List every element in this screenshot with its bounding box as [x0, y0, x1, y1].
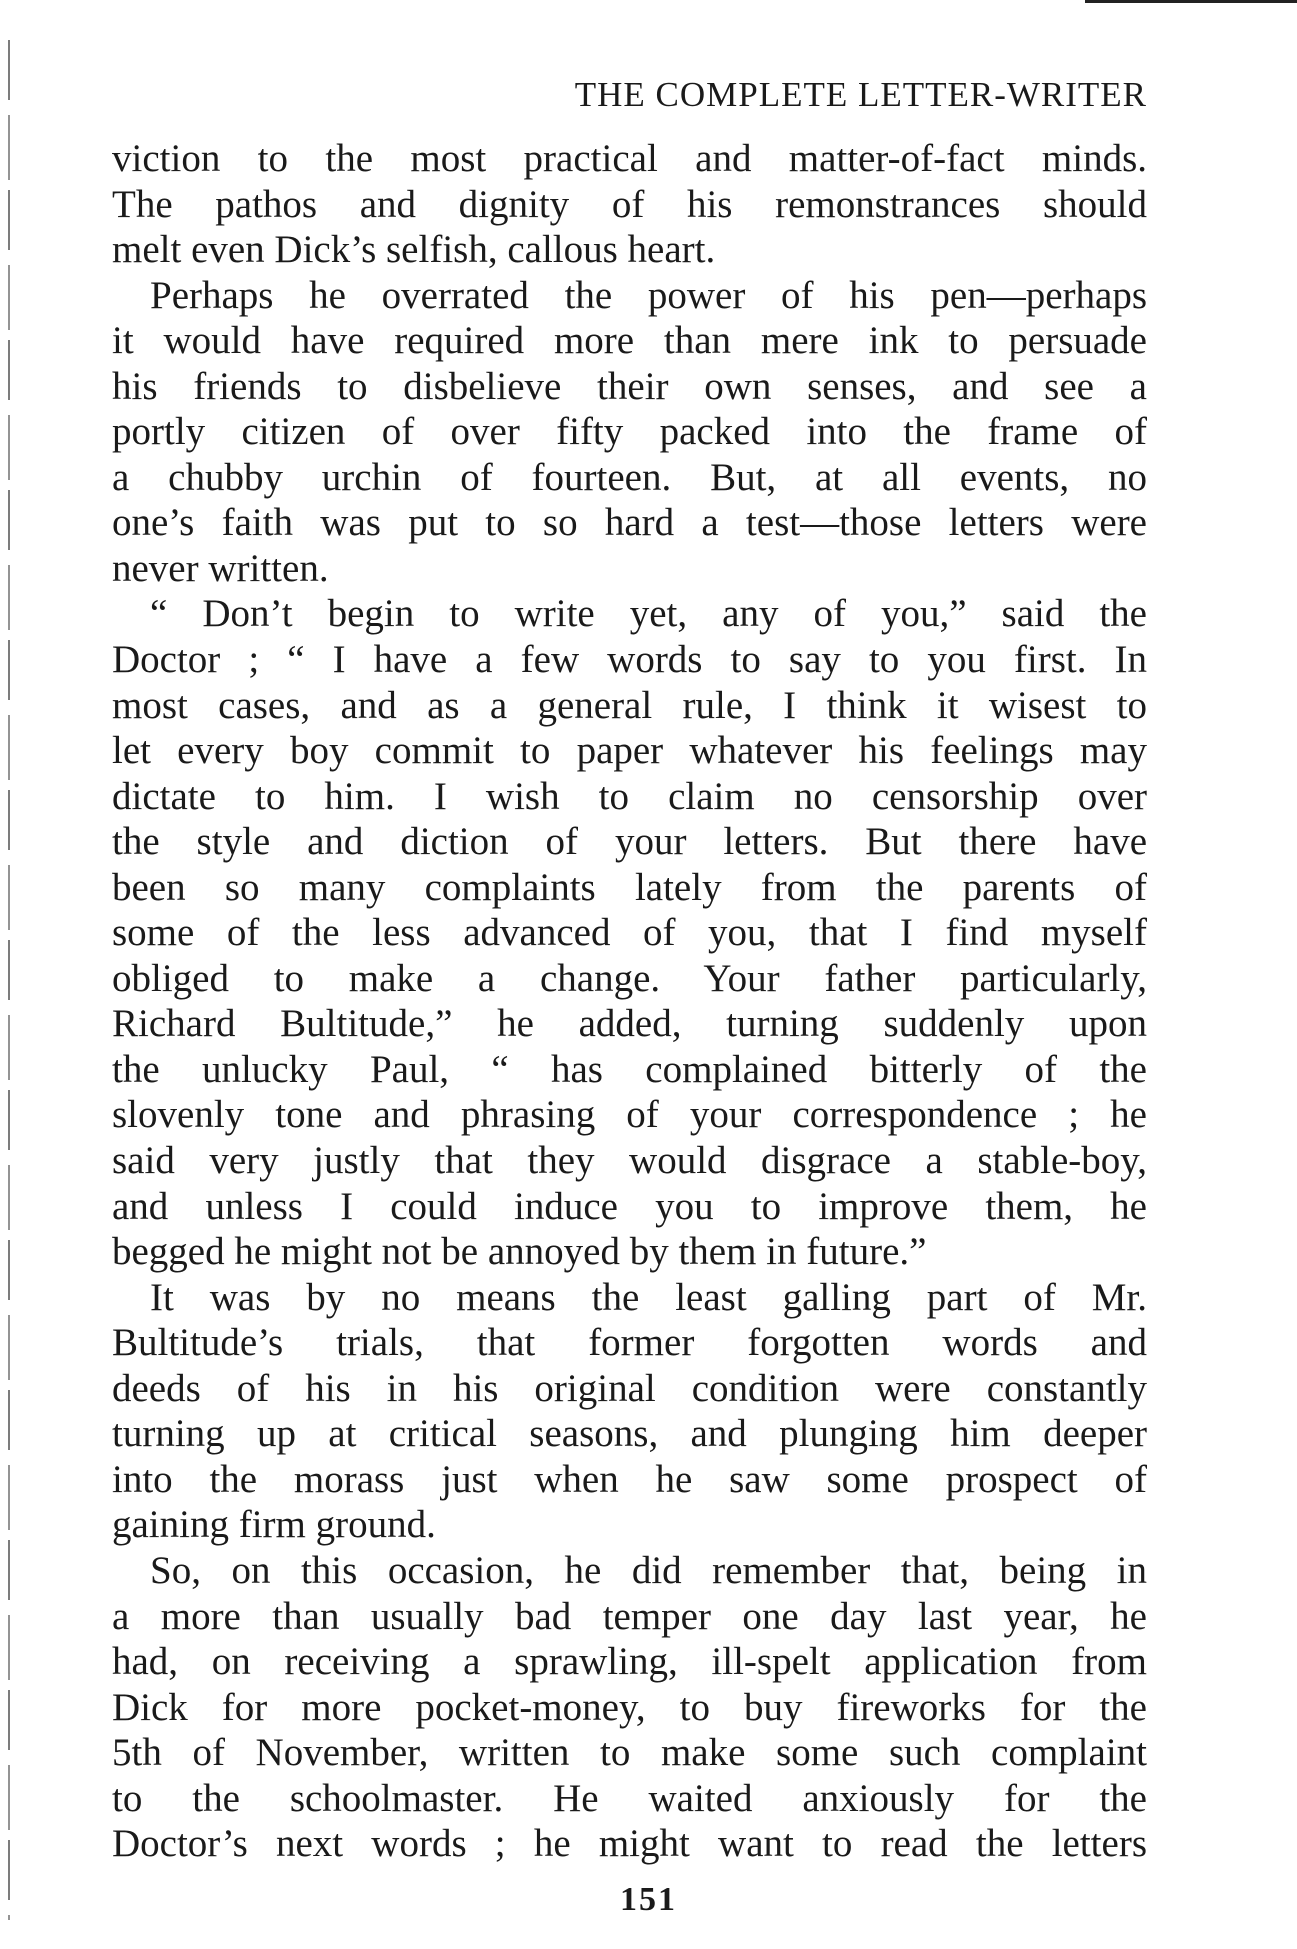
text-line: dictate to him. I wish to claim no censorship over [112, 774, 1147, 818]
text-line: never written. [112, 546, 329, 590]
paragraph [112, 136, 1147, 273]
page-number: 151 [620, 1881, 677, 1918]
text-line: to the schoolmaster. He waited anxiously for the [112, 1776, 1147, 1820]
paragraph [112, 273, 1147, 592]
text-line: So, on this occasion, he did remember that, being in [150, 1548, 1147, 1592]
text-line: portly citizen of over fifty packed into the frame of [112, 410, 1147, 454]
text-line: Richard Bultitude,” he added, turning suddenly upon [112, 1002, 1147, 1046]
body-text [112, 136, 1147, 1867]
text-line: it would have required more than mere ink to persuade [112, 319, 1147, 363]
text-line: Bultitude’s trials, that former forgotten words and [112, 1321, 1147, 1365]
text-line: some of the less advanced of you, that I find myself [112, 911, 1147, 955]
binding-edge [8, 40, 10, 1920]
text-line: Dick for more pocket-money, to buy fireworks for the [112, 1685, 1147, 1729]
text-line: obliged to make a change. Your father particularly, [112, 956, 1147, 1000]
text-line: had, on receiving a sprawling, ill-spelt application from [112, 1640, 1147, 1684]
text-line: gaining firm ground. [112, 1503, 436, 1547]
top-edge-rule [1085, 0, 1297, 3]
text-line: melt even Dick’s selfish, callous heart. [112, 228, 716, 272]
text-line: begged he might not be annoyed by them in future.” [112, 1230, 927, 1274]
text-line: turning up at critical seasons, and plunging him deeper [112, 1412, 1147, 1456]
text-line: viction to the most practical and matter-of-fact minds. [112, 137, 1147, 180]
paragraph [112, 1275, 1147, 1548]
text-line: one’s faith was put to so hard a test—those letters were [112, 501, 1147, 545]
paragraph [112, 1548, 1147, 1867]
text-line: It was by no means the least galling part of Mr. [150, 1275, 1147, 1319]
text-line: The pathos and dignity of his remonstrances should [112, 182, 1147, 226]
text-line: a chubby urchin of fourteen. But, at all events, no [112, 455, 1147, 499]
text-line: most cases, and as a general rule, I think it wisest to [112, 683, 1147, 727]
text-line: his friends to disbelieve their own senses, and see a [112, 364, 1147, 408]
text-line: Perhaps he overrated the power of his pen—perhaps [150, 273, 1147, 317]
text-line: the unlucky Paul, “ has complained bitterly of the [112, 1047, 1147, 1091]
text-line: deeds of his in his original condition were constantly [112, 1366, 1147, 1410]
text-line: said very justly that they would disgrace a stable-boy, [112, 1139, 1147, 1183]
paragraph [112, 591, 1147, 1274]
text-line: Doctor ; “ I have a few words to say to you first. In [112, 638, 1147, 682]
text-line: been so many complaints lately from the parents of [112, 865, 1147, 909]
text-line: and unless I could induce you to improve them, he [112, 1184, 1147, 1228]
text-line: Doctor’s next words ; he might want to read the letters [112, 1822, 1147, 1866]
text-line: 5th of November, written to make some such complaint [112, 1731, 1147, 1775]
text-line: let every boy commit to paper whatever his feelings may [112, 729, 1147, 773]
text-line: “ Don’t begin to write yet, any of you,” said the [150, 592, 1147, 636]
text-line: a more than usually bad temper one day last year, he [112, 1594, 1147, 1638]
text-line: slovenly tone and phrasing of your correspondence ; he [112, 1093, 1147, 1137]
text-line: the style and diction of your letters. But there have [112, 820, 1147, 864]
running-head: THE COMPLETE LETTER-WRITER [574, 75, 1147, 114]
text-line: into the morass just when he saw some prospect of [112, 1457, 1147, 1501]
